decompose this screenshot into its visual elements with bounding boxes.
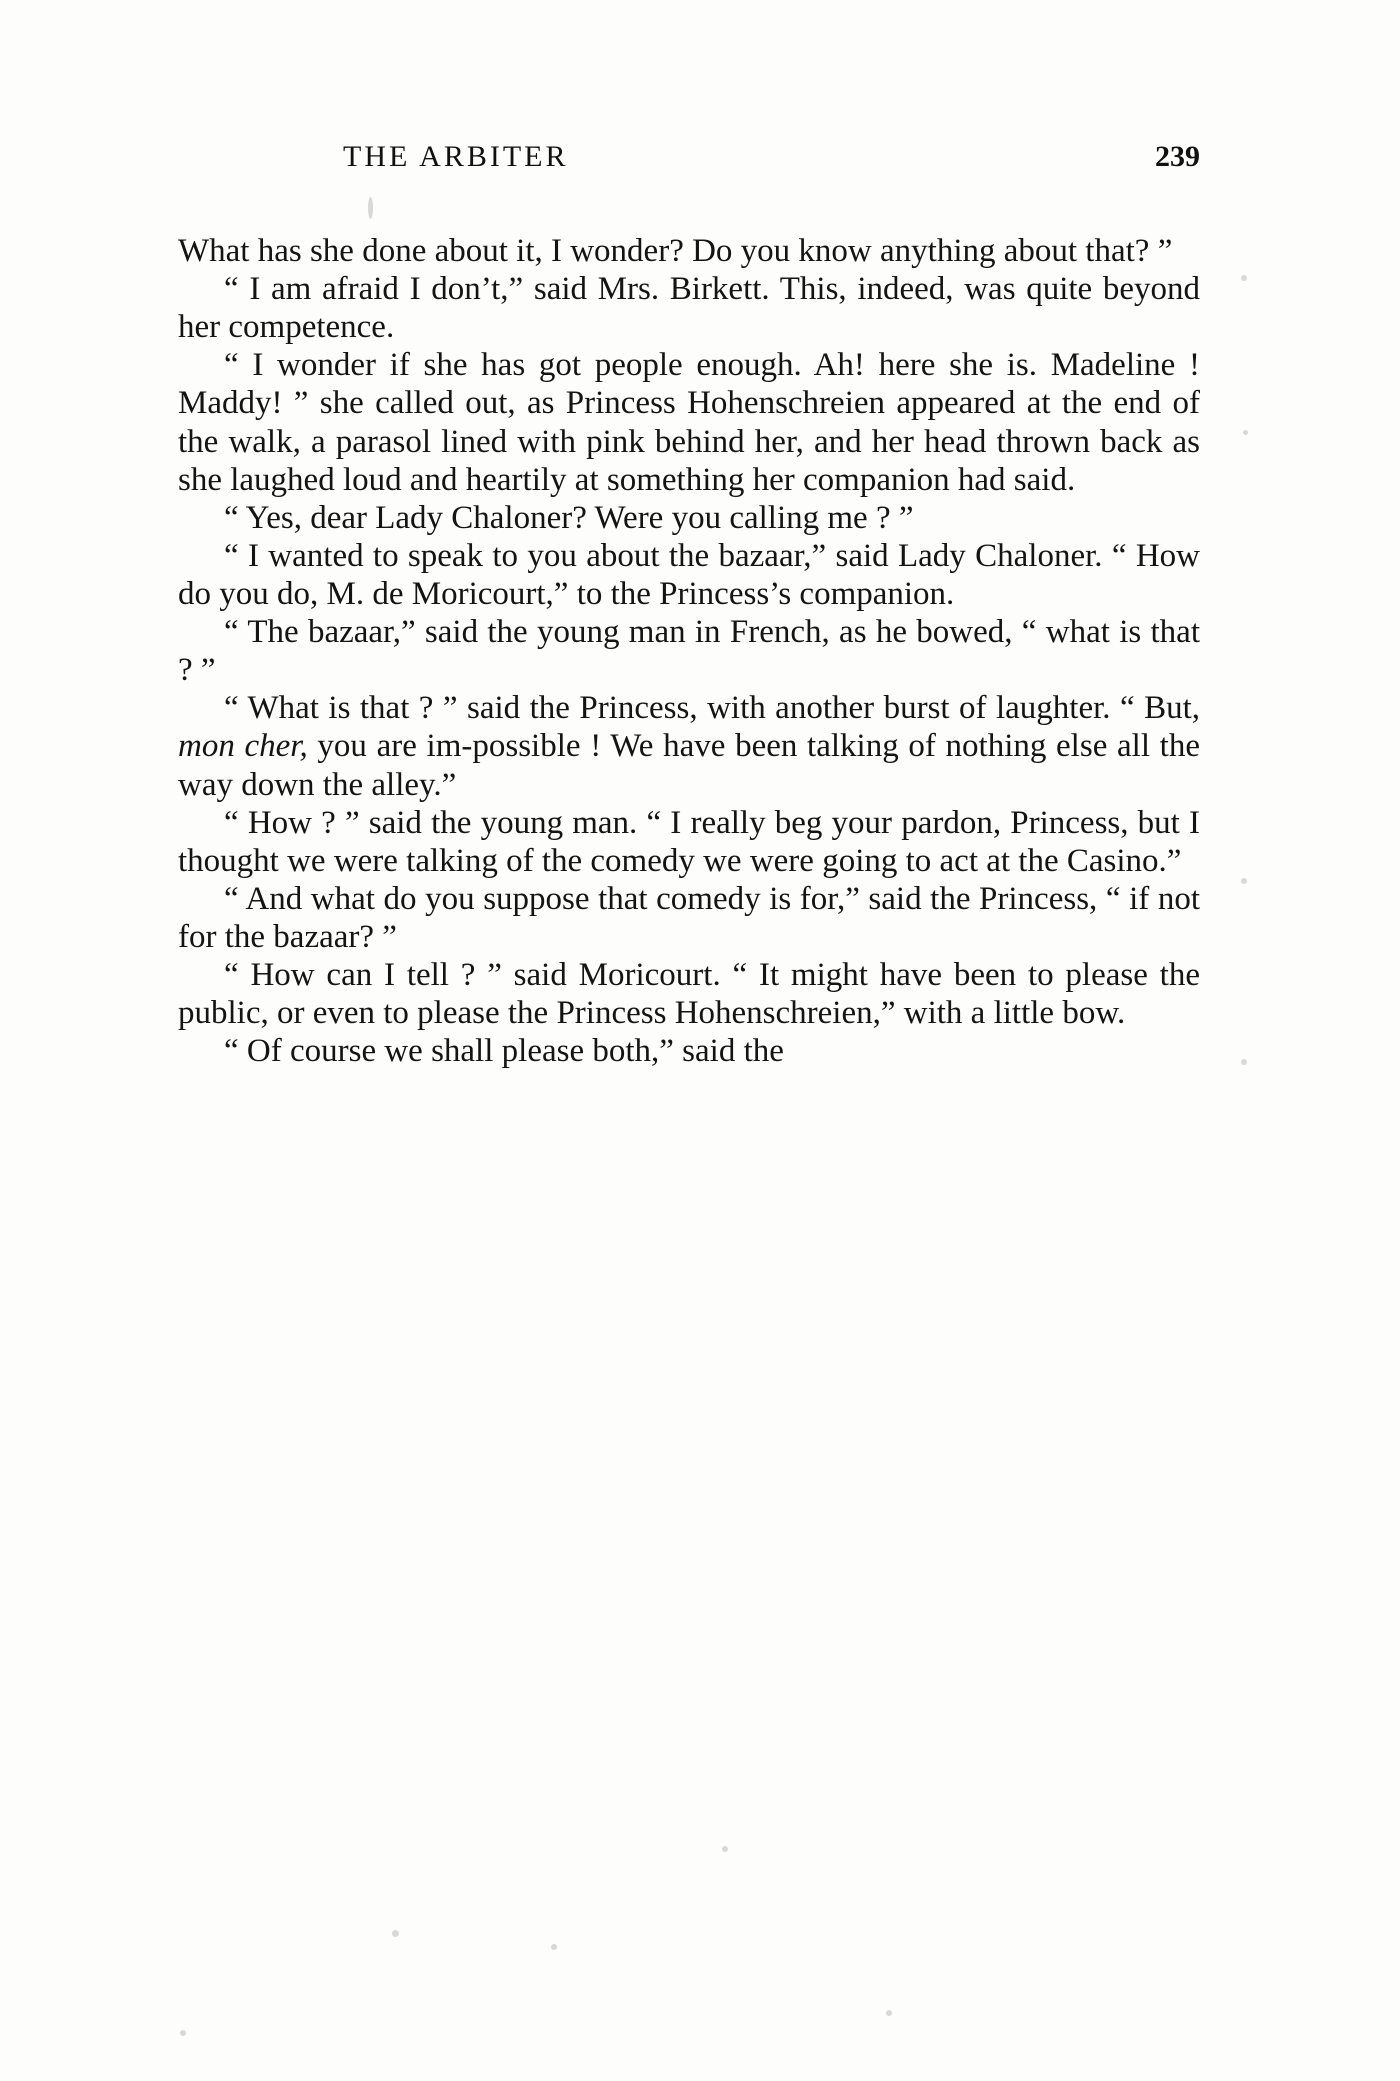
print-speck xyxy=(722,1846,728,1852)
print-speck xyxy=(1243,430,1248,435)
paragraph: “ And what do you suppose that comedy is for,” said the Princess, “ if not for the bazaar? ” xyxy=(178,880,1200,955)
body-text xyxy=(178,232,1200,1070)
paragraph: “ The bazaar,” said the young man in French, as he bowed, “ what is that ? ” xyxy=(178,614,1200,689)
running-head xyxy=(178,140,1200,174)
page-number: 239 xyxy=(1155,140,1200,173)
print-speck xyxy=(886,2010,892,2016)
paragraph: What has she done about it, I wonder? Do you know anything about that? ” xyxy=(178,233,1173,269)
print-speck xyxy=(551,1944,557,1950)
page-content xyxy=(178,140,1200,1070)
print-speck xyxy=(368,197,373,219)
paragraph: “ How ? ” said the young man. “ I really beg your pardon, Princess, but I thought we were talking of the comedy we were going to act at the Casino.” xyxy=(178,804,1200,879)
paragraph: “ What is that ? ” said the Princess, with another burst of laughter. “ But, mon cher, you are im-possible ! We have been talking of nothing else all the way down the alley.” xyxy=(178,690,1200,803)
print-speck xyxy=(1241,878,1247,884)
paragraph: “ Of course we shall please both,” said the xyxy=(224,1033,784,1070)
paragraph: “ How can I tell ? ” said Moricourt. “ It might have been to please the public, or even to please the Princess Hohenschreien,” with a little bow. xyxy=(178,957,1200,1032)
print-speck xyxy=(1241,275,1247,281)
print-speck xyxy=(392,1930,399,1937)
print-speck xyxy=(1241,1059,1247,1065)
running-title: THE ARBITER xyxy=(343,140,569,173)
paragraph: “ Yes, dear Lady Chaloner? Were you calling me ? ” xyxy=(224,499,914,536)
paragraph: “ I am afraid I don’t,” said Mrs. Birkett. This, indeed, was quite beyond her competence. xyxy=(178,271,1200,346)
paragraph: “ I wonder if she has got people enough. Ah! here she is. Madeline ! Maddy! ” she called out, as Princess Hohenschreien appeared at the end of the walk, a parasol lined with pink behind her, and her head thrown back as she laughed loud and heartily at something her companion had said. xyxy=(178,347,1200,498)
paragraph: “ I wanted to speak to you about the bazaar,” said Lady Chaloner. “ How do you do, M. de Moricourt,” to the Princess’s companion. xyxy=(178,537,1200,612)
print-speck xyxy=(180,2030,186,2036)
